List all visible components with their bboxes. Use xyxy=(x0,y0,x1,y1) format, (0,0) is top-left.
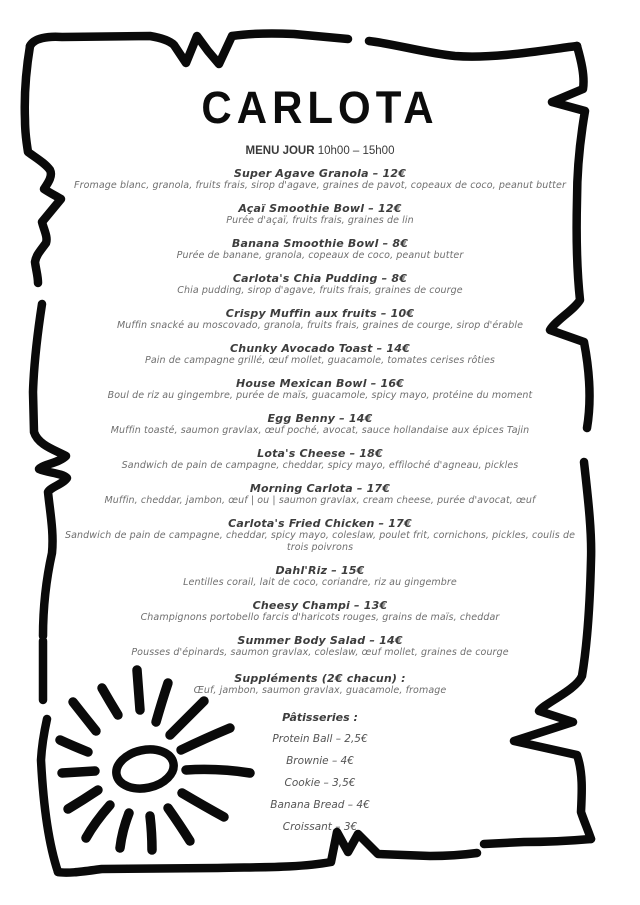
menu-item xyxy=(60,517,580,554)
menu-item-description: Purée de banane, granola, copeaux de coco, peanut butter xyxy=(176,250,464,261)
menu-item-description: Sandwich de pain de campagne, cheddar, spicy mayo, coleslaw, poulet frit, cornichons, pickles, coulis de trois poivrons xyxy=(64,530,576,553)
menu-item-name-price: Carlota's Fried Chicken – 17€ xyxy=(228,517,412,530)
menu-item-name-price: Lota's Cheese – 18€ xyxy=(257,447,383,460)
pastry-item-name-price: Protein Ball – 2,5€ xyxy=(272,733,368,745)
menu-item-description: Fromage blanc, granola, fruits frais, sirop d'agave, graines de pavot, copeaux de coco, peanut butter xyxy=(74,180,566,191)
menu-hours: 10h00 – 15h00 xyxy=(317,145,395,157)
menu-item-list xyxy=(60,167,580,659)
menu-item-description: Sandwich de pain de campagne, cheddar, spicy mayo, effiloché d'agneau, pickles xyxy=(121,460,519,471)
pastry-item-name-price: Brownie – 4€ xyxy=(286,755,354,767)
menu-item-description: Muffin snacké au moscovado, granola, fruits frais, graines de courge, sirop d'érable xyxy=(116,320,524,331)
pastry-item-name-price: Banana Bread – 4€ xyxy=(270,799,370,811)
menu-item-description: Champignons portobello farcis d'haricots rouges, grains de maïs, cheddar xyxy=(140,612,500,623)
menu-item xyxy=(60,377,580,402)
supplements-heading: Suppléments (2€ chacun) : xyxy=(234,672,406,685)
menu-item xyxy=(60,482,580,507)
menu-item-name-price: Egg Benny – 14€ xyxy=(267,412,373,425)
menu-item xyxy=(60,564,580,589)
menu-item xyxy=(60,447,580,472)
menu-item-description: Boul de riz au gingembre, purée de maïs, guacamole, spicy mayo, protéine du moment xyxy=(107,390,533,401)
menu-item-description: Lentilles corail, lait de coco, coriandre, riz au gingembre xyxy=(183,577,457,588)
pastry-item-name-price: Croissant – 3€ xyxy=(282,821,358,833)
menu-item-description: Chia pudding, sirop d'agave, fruits frais, graines de courge xyxy=(177,285,463,296)
menu-item-description: Muffin, cheddar, jambon, œuf | ou | saumon gravlax, cream cheese, purée d'avocat, œuf xyxy=(104,495,536,506)
menu-hours-line xyxy=(60,144,580,158)
menu-item-description: Purée d'açaï, fruits frais, graines de lin xyxy=(226,215,414,226)
menu-item-name-price: Dahl'Riz – 15€ xyxy=(275,564,365,577)
menu-item-name-price: Summer Body Salad – 14€ xyxy=(237,634,403,647)
menu-item-name-price: Cheesy Champi – 13€ xyxy=(252,599,388,612)
menu-item-name-price: Chunky Avocado Toast – 14€ xyxy=(230,342,410,355)
menu-item xyxy=(60,599,580,624)
menu-item xyxy=(60,202,580,227)
menu-content xyxy=(60,0,580,834)
menu-item-name-price: Super Agave Granola – 12€ xyxy=(233,167,407,180)
supplements-description: Œuf, jambon, saumon gravlax, guacamole, fromage xyxy=(193,685,447,696)
menu-label: MENU JOUR xyxy=(245,145,315,157)
menu-item-description: Muffin toasté, saumon gravlax, œuf poché, avocat, sauce hollandaise aux épices Tajin xyxy=(110,425,530,436)
supplements-section xyxy=(60,672,580,697)
pastry-item-name-price: Cookie – 3,5€ xyxy=(284,777,356,789)
menu-item xyxy=(60,167,580,192)
menu-item xyxy=(60,307,580,332)
menu-item xyxy=(60,412,580,437)
pastries-heading: Pâtisseries : xyxy=(282,711,358,724)
menu-item xyxy=(60,272,580,297)
pastries-list xyxy=(60,733,580,834)
menu-item-description: Pain de campagne grillé, œuf mollet, guacamole, tomates cerises rôties xyxy=(145,355,495,366)
page-title: CARLOTA xyxy=(201,81,439,133)
menu-item-name-price: Banana Smoothie Bowl – 8€ xyxy=(231,237,409,250)
menu-item-description: Pousses d'épinards, saumon gravlax, coleslaw, œuf mollet, graines de courge xyxy=(131,647,509,658)
menu-item-name-price: Crispy Muffin aux fruits – 10€ xyxy=(225,307,415,320)
menu-item-name-price: House Mexican Bowl – 16€ xyxy=(235,377,405,390)
menu-item xyxy=(60,634,580,659)
menu-item xyxy=(60,342,580,367)
menu-item-name-price: Açaï Smoothie Bowl – 12€ xyxy=(238,202,402,215)
menu-item xyxy=(60,237,580,262)
menu-item-name-price: Carlota's Chia Pudding – 8€ xyxy=(232,272,408,285)
menu-item-name-price: Morning Carlota – 17€ xyxy=(249,482,391,495)
